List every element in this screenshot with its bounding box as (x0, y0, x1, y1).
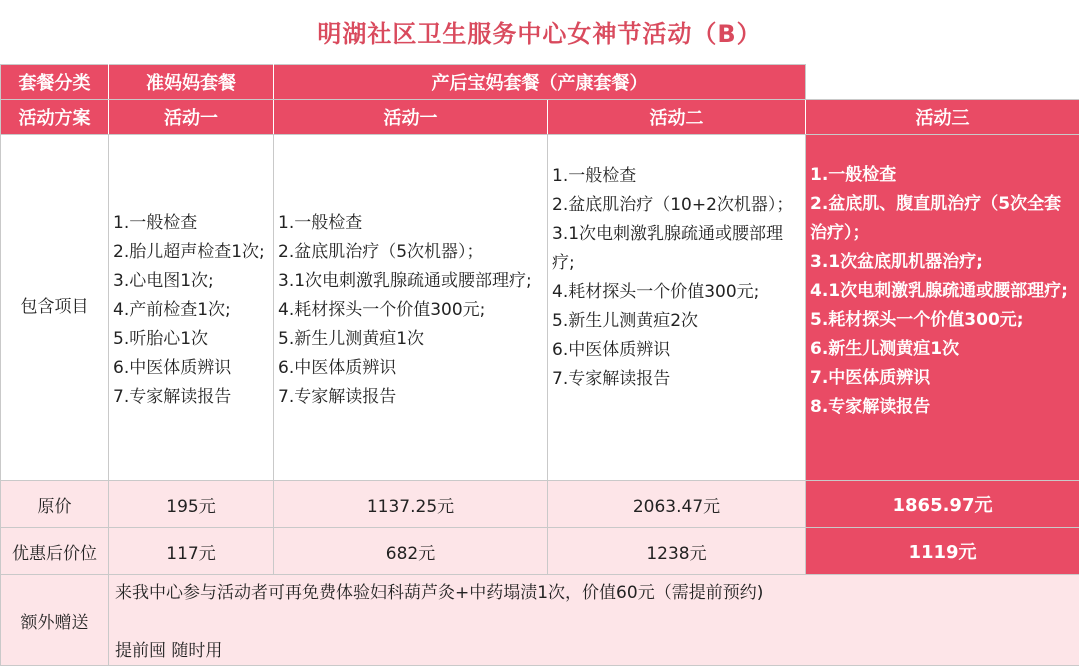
item-text: 7.专家解读报告 (278, 383, 543, 412)
original-price-3: 2063.47元 (548, 481, 806, 528)
bonus-spacer (115, 607, 1073, 637)
item-text: 8.专家解读报告 (810, 393, 1075, 422)
item-text: 3.1次盆底肌机器治疗; (810, 248, 1075, 277)
discount-price-1: 117元 (109, 528, 274, 575)
bonus-line-2: 提前囤 随时用 (115, 637, 1073, 665)
items-label: 包含项目 (1, 135, 109, 481)
header-plan-label: 活动方案 (1, 100, 109, 135)
items-list (548, 135, 805, 394)
item-text: 7.中医体质辨识 (810, 364, 1075, 393)
items-cell-4 (806, 135, 1079, 481)
discount-price-2: 682元 (274, 528, 548, 575)
items-cell-1 (109, 135, 274, 481)
item-text: 4.耗材探头一个价值300元; (552, 278, 801, 307)
item-text: 2.胎儿超声检查1次; (113, 238, 269, 267)
discount-price-4: 1119元 (806, 528, 1079, 575)
item-text: 4.耗材探头一个价值300元; (278, 296, 543, 325)
discount-price-label: 优惠后价位 (1, 528, 109, 575)
item-text: 3.1次电刺激乳腺疏通或腰部理疗; (552, 220, 801, 278)
header-blank-cell (806, 65, 1079, 100)
item-text: 3.1次电刺激乳腺疏通或腰部理疗; (278, 267, 543, 296)
bonus-text-cell (109, 575, 1079, 666)
bonus-line-1: 来我中心参与活动者可再免费体验妇科葫芦灸+中药塌渍1次，价值60元（需提前预约) (115, 579, 1073, 607)
header-plan-2: 活动一 (274, 100, 548, 135)
header-plan-4: 活动三 (806, 100, 1079, 135)
item-text: 5.耗材探头一个价值300元; (810, 306, 1075, 335)
header-plan-3: 活动二 (548, 100, 806, 135)
items-cell-2 (274, 135, 548, 481)
header-plan-1: 活动一 (109, 100, 274, 135)
bonus-row (1, 575, 1079, 666)
item-text: 4.产前检查1次; (113, 296, 269, 325)
header-category-label: 套餐分类 (1, 65, 109, 100)
item-text: 5.新生儿测黄疸1次 (278, 325, 543, 354)
item-text: 2.盆底肌、腹直肌治疗（5次全套治疗）； (810, 190, 1075, 248)
header-row-category (1, 65, 1079, 100)
item-text: 6.新生儿测黄疸1次 (810, 335, 1075, 364)
discount-price-row (1, 528, 1079, 575)
item-text: 1.一般检查 (113, 209, 269, 238)
item-text: 7.专家解读报告 (113, 383, 269, 412)
header-row-plan (1, 100, 1079, 135)
item-text: 6.中医体质辨识 (552, 336, 801, 365)
discount-price-3: 1238元 (548, 528, 806, 575)
item-text: 7.专家解读报告 (552, 365, 801, 394)
items-list (109, 203, 273, 412)
item-text: 4.1次电刺激乳腺疏通或腰部理疗; (810, 277, 1075, 306)
header-prenatal-package: 准妈妈套餐 (109, 65, 274, 100)
items-row (1, 135, 1079, 481)
item-text: 6.中医体质辨识 (113, 354, 269, 383)
item-text: 2.盆底肌治疗（10+2次机器）； (552, 191, 801, 220)
items-cell-3 (548, 135, 806, 481)
original-price-4: 1865.97元 (806, 481, 1079, 528)
original-price-2: 1137.25元 (274, 481, 548, 528)
item-text: 5.新生儿测黄疸2次 (552, 307, 801, 336)
bonus-label: 额外赠送 (1, 575, 109, 666)
item-text: 1.一般检查 (278, 209, 543, 238)
original-price-1: 195元 (109, 481, 274, 528)
items-list (806, 135, 1079, 422)
item-text: 2.盆底肌治疗（5次机器）； (278, 238, 543, 267)
original-price-label: 原价 (1, 481, 109, 528)
original-price-row (1, 481, 1079, 528)
header-postpartum-package: 产后宝妈套餐（产康套餐） (274, 65, 806, 100)
item-text: 1.一般检查 (552, 162, 801, 191)
item-text: 1.一般检查 (810, 161, 1075, 190)
page-title: 明湖社区卫生服务中心女神节活动（B） (0, 0, 1079, 62)
item-text: 3.心电图1次; (113, 267, 269, 296)
item-text: 6.中医体质辨识 (278, 354, 543, 383)
items-list (274, 203, 547, 412)
item-text: 5.听胎心1次 (113, 325, 269, 354)
package-table (0, 64, 1079, 666)
